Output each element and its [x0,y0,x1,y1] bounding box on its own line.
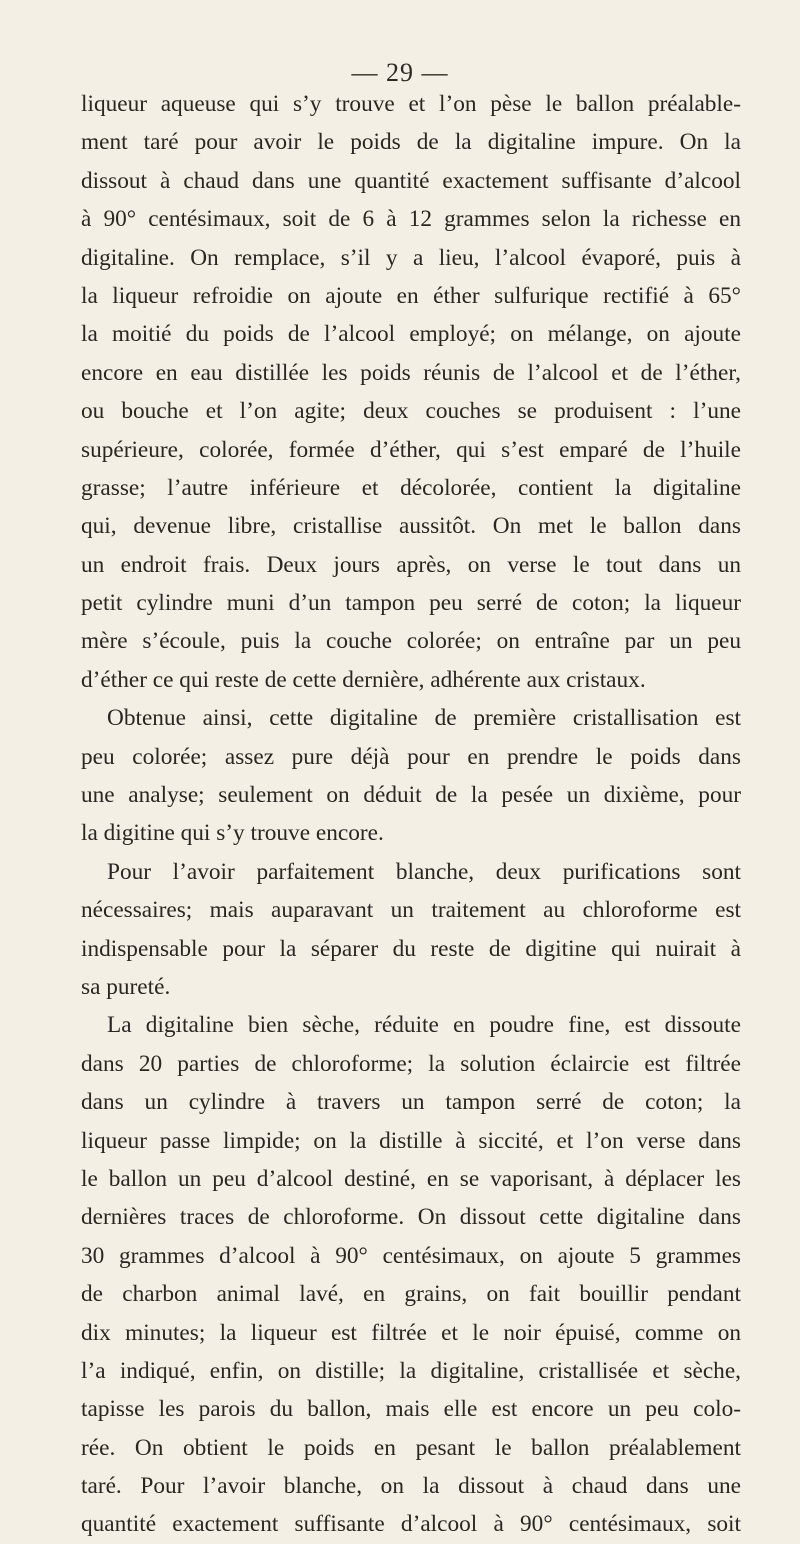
text-line: quantité exactement suffisante d’alcool à 90° centésimaux, soit [81,1511,741,1538]
text-line: à 90° centésimaux, soit de 6 à 12 grammes selon la richesse en [81,206,741,233]
text-line: Obtenue ainsi, cette digitaline de première cristallisation est [107,705,741,732]
text-line: la digitine qui s’y trouve encore. [81,820,384,847]
text-line: liqueur aqueuse qui s’y trouve et l’on pèse le ballon préalable- [81,91,741,117]
text-line: dans 20 parties de chloroforme; la solution éclaircie est filtrée [81,1050,741,1077]
text-line: dans un cylindre à travers un tampon serré de coton; la [81,1089,741,1116]
body-text [81,85,741,1544]
text-line: 30 grammes d’alcool à 90° centésimaux, on ajoute 5 grammes [81,1242,741,1269]
text-line: mère s’écoule, puis la couche colorée; on entraîne par un peu [81,628,741,655]
text-line: Pour l’avoir parfaitement blanche, deux purifications sont [107,858,741,885]
text-line: La digitaline bien sèche, réduite en poudre fine, est dissoute [107,1012,741,1039]
text-line: l’a indiqué, enfin, on distille; la digitaline, cristallisée et sèche, [81,1357,741,1384]
page-number: — 29 — [351,58,449,87]
text-line: sa pureté. [81,973,171,1000]
text-line: le ballon un peu d’alcool destiné, en se vaporisant, à déplacer les [81,1165,741,1192]
text-line: grasse; l’autre inférieure et décolorée, contient la digitaline [81,474,741,501]
text-line: petit cylindre muni d’un tampon peu serré de coton; la liqueur [81,590,741,617]
text-line: rée. On obtient le poids en pesant le ballon préalablement [81,1434,741,1461]
text-line: dissout à chaud dans une quantité exactement suffisante d’alcool [81,167,741,194]
text-line: dernières traces de chloroforme. On dissout cette digitaline dans [81,1204,741,1231]
text-line: indispensable pour la séparer du reste de digitine qui nuirait à [81,935,741,962]
text-line: dix minutes; la liqueur est filtrée et le noir épuisé, comme on [81,1319,741,1346]
text-line: digitaline. On remplace, s’il y a lieu, l’alcool évaporé, puis à [81,244,741,271]
text-line: nécessaires; mais auparavant un traitement au chloroforme est [81,897,741,924]
text-line: la liqueur refroidie on ajoute en éther sulfurique rectifié à 65° [81,282,741,309]
text-line: encore en eau distillée les poids réunis de l’alcool et de l’éther, [81,359,741,386]
text-line: liqueur passe limpide; on la distille à siccité, et l’on verse dans [81,1127,741,1154]
text-line: d’éther ce qui reste de cette dernière, adhérente aux cristaux. [81,666,646,693]
text-line: ment taré pour avoir le poids de la digitaline impure. On la [81,129,741,156]
text-line: peu colorée; assez pure déjà pour en prendre le poids dans [81,743,741,770]
text-line: un endroit frais. Deux jours après, on verse le tout dans un [81,551,741,578]
text-line: taré. Pour l’avoir blanche, on la dissout à chaud dans une [81,1473,741,1500]
text-line: une analyse; seulement on déduit de la pesée un dixième, pour [81,782,741,809]
text-line: de charbon animal lavé, en grains, on fait bouillir pendant [81,1281,741,1308]
text-line: supérieure, colorée, formée d’éther, qui s’est emparé de l’huile [81,436,741,463]
text-line: tapisse les parois du ballon, mais elle est encore un peu colo- [81,1396,741,1423]
text-line: qui, devenue libre, cristallise aussitôt. On met le ballon dans [81,513,741,540]
text-line: ou bouche et l’on agite; deux couches se produisent : l’une [81,398,741,425]
text-line: la moitié du poids de l’alcool employé; on mélange, on ajoute [81,321,741,348]
